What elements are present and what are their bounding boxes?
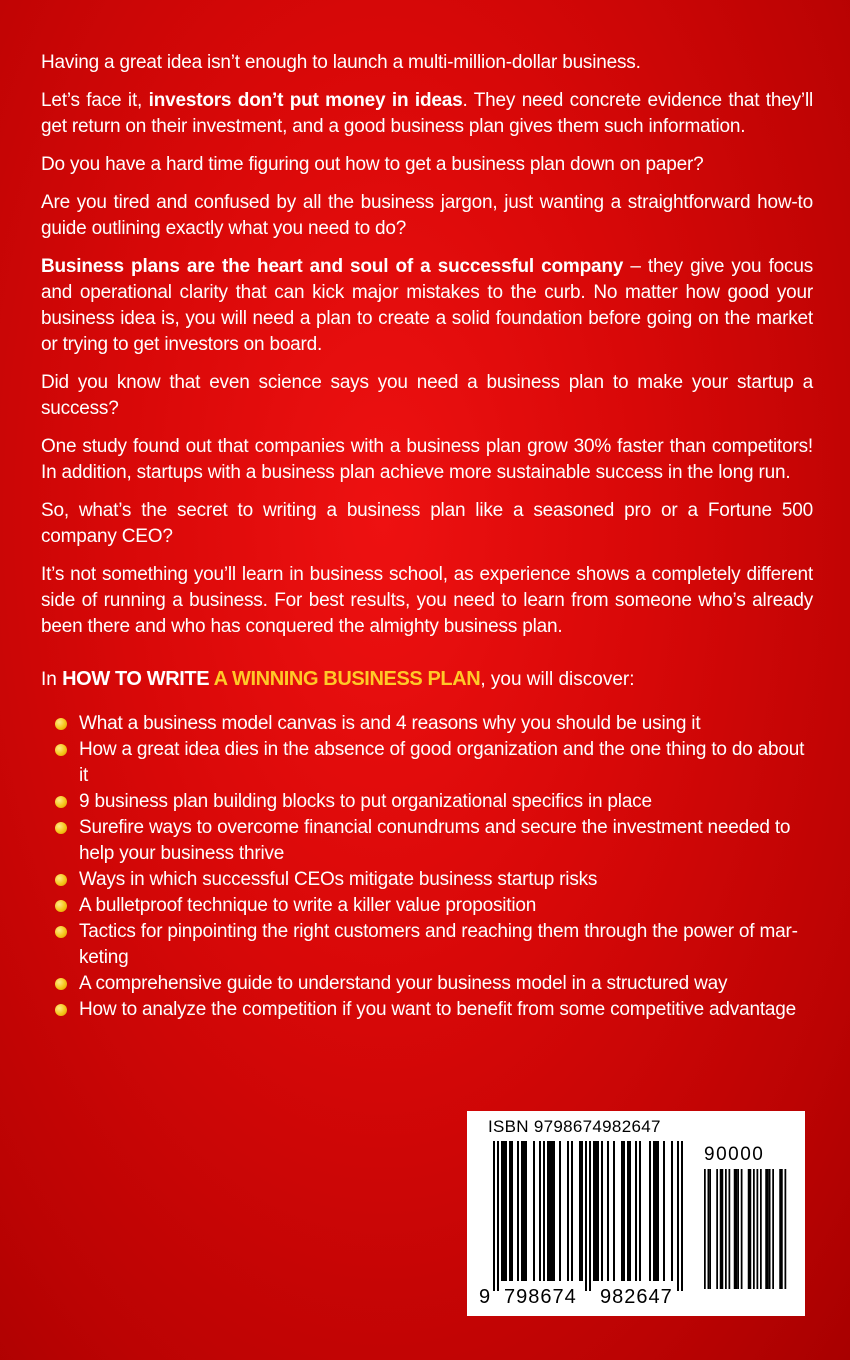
- barcode-bar: [517, 1141, 519, 1281]
- barcode-first-digit: 9: [479, 1286, 492, 1308]
- barcode-bar: [559, 1141, 561, 1281]
- addon-bar: [750, 1169, 752, 1289]
- barcode-bar: [585, 1141, 587, 1291]
- barcode-bar: [671, 1141, 673, 1281]
- bullet-dot-icon: [55, 822, 67, 834]
- barcode-bar: [627, 1141, 629, 1281]
- addon-bar: [748, 1169, 750, 1289]
- barcode-bar: [635, 1141, 637, 1281]
- addon-bar: [709, 1169, 711, 1289]
- barcode-bar: [567, 1141, 569, 1281]
- barcode-bar: [581, 1141, 583, 1281]
- addon-bar: [757, 1169, 759, 1289]
- paragraph: [41, 434, 813, 486]
- back-cover-text: [41, 50, 813, 1023]
- barcode-bar: [657, 1141, 659, 1281]
- addon-bar: [722, 1169, 724, 1289]
- paragraph: [41, 254, 813, 358]
- paragraph: [41, 152, 813, 178]
- barcode-bar: [533, 1141, 535, 1281]
- barcode-bar: [511, 1141, 513, 1281]
- intro-prefix: In: [41, 669, 63, 690]
- addon-bar: [765, 1169, 767, 1289]
- bullet-dot-icon: [55, 796, 67, 808]
- bullet-dot-icon: [55, 978, 67, 990]
- discover-intro: [41, 666, 813, 693]
- paragraph-text: . They need concrete evidence that they’ll get return on their investment, and a good business plan gives them such information.: [41, 90, 813, 137]
- barcode-bar: [539, 1141, 541, 1281]
- barcode-bar: [607, 1141, 609, 1281]
- barcode-bar: [623, 1141, 625, 1281]
- barcode-bar: [505, 1141, 507, 1281]
- paragraph: [41, 190, 813, 242]
- barcode-bar: [639, 1141, 641, 1281]
- discover-list: [41, 711, 813, 1023]
- addon-bar: [734, 1169, 736, 1289]
- description-paragraphs: [41, 50, 813, 640]
- addon-bar: [720, 1169, 722, 1289]
- list-item: A bulletproof technique to write a killer value proposition: [41, 893, 813, 919]
- barcode-bar: [551, 1141, 553, 1281]
- paragraph-text: Did you know that even science says you need a business plan to make your startup a success?: [41, 372, 813, 419]
- barcode-bar: [655, 1141, 657, 1281]
- barcode-bar: [523, 1141, 525, 1281]
- barcode-bar: [497, 1141, 499, 1291]
- addon-bar: [725, 1169, 727, 1289]
- addon-bar: [736, 1169, 738, 1289]
- addon-bar: [772, 1169, 774, 1289]
- paragraph-text: Having a great idea isn’t enough to launch a multi-million-dollar business.: [41, 52, 641, 73]
- list-item: A comprehensive guide to understand your business model in a structured way: [41, 971, 813, 997]
- paragraph-emphasis: Business plans are the heart and soul of a successful company: [41, 256, 624, 277]
- barcode-bar: [621, 1141, 623, 1281]
- barcode-left-digits: 798674: [504, 1286, 577, 1308]
- barcode-bar: [589, 1141, 591, 1291]
- barcode-bar: [663, 1141, 665, 1281]
- barcode-right-digits: 982647: [600, 1286, 673, 1308]
- barcode-bar: [521, 1141, 523, 1281]
- isbn-barcode-box: [467, 1111, 805, 1316]
- barcode-bar: [509, 1141, 511, 1281]
- barcode-bar: [571, 1141, 573, 1281]
- addon-bar: [769, 1169, 771, 1289]
- paragraph-text: Do you have a hard time figuring out how to get a business plan down on paper?: [41, 154, 704, 175]
- isbn-label: ISBN 9798674982647: [488, 1117, 661, 1136]
- addon-barcode: [704, 1169, 789, 1289]
- barcode-bar: [543, 1141, 545, 1281]
- paragraph: [41, 498, 813, 550]
- paragraph-text: – they give you focus and operational clarity that can kick major mistakes to the curb. No matter how good your business idea is, you will need a plan to create a solid foundation before going on the market or trying to get investors on board.: [41, 256, 814, 355]
- bullet-dot-icon: [55, 1004, 67, 1016]
- book-title-part2: A WINNING BUSINESS PLAN: [209, 668, 481, 690]
- barcode-bar: [629, 1141, 631, 1281]
- addon-bar: [704, 1169, 706, 1289]
- barcode-bar: [547, 1141, 549, 1281]
- barcode-bar: [601, 1141, 603, 1281]
- barcode-bar: [493, 1141, 495, 1291]
- addon-bar: [779, 1169, 781, 1289]
- list-item: Ways in which successful CEOs mitigate business startup risks: [41, 867, 813, 893]
- paragraph: [41, 50, 813, 76]
- paragraph: [41, 88, 813, 140]
- list-item: How a great idea dies in the absence of good organization and the one thing to do about it: [41, 737, 813, 789]
- paragraph: [41, 562, 813, 640]
- bullet-dot-icon: [55, 874, 67, 886]
- barcode-bar: [677, 1141, 679, 1291]
- bullet-dot-icon: [55, 926, 67, 938]
- barcode-bar: [595, 1141, 597, 1281]
- paragraph-text: So, what’s the secret to writing a business plan like a seasoned pro or a Fortune 500 company CEO?: [41, 500, 813, 547]
- barcode-bar: [593, 1141, 595, 1281]
- barcode-bar: [579, 1141, 581, 1281]
- barcode-bar: [525, 1141, 527, 1281]
- addon-bar: [741, 1169, 743, 1289]
- addon-bar: [708, 1169, 710, 1289]
- barcode-bar: [653, 1141, 655, 1281]
- paragraph: [41, 370, 813, 422]
- list-item: 9 business plan building blocks to put organizational specifics in place: [41, 789, 813, 815]
- paragraph-emphasis: investors don’t put money in ideas: [148, 90, 463, 111]
- book-title-part1: HOW TO WRITE: [62, 668, 210, 690]
- paragraph-text: Let’s face it,: [41, 90, 149, 111]
- barcode-bar: [501, 1141, 503, 1281]
- paragraph-text: One study found out that companies with a business plan grow 30% faster than competitors! In addition, startups with a business plan achieve more sustainable success in the long run.: [41, 436, 813, 483]
- addon-bar: [767, 1169, 769, 1289]
- addon-bar: [781, 1169, 783, 1289]
- barcode-bar: [597, 1141, 599, 1281]
- barcode-bar: [613, 1141, 615, 1281]
- ean13-barcode: [479, 1141, 689, 1291]
- barcode-bar: [503, 1141, 505, 1281]
- barcode-bar: [681, 1141, 683, 1291]
- bullet-dot-icon: [55, 718, 67, 730]
- barcode-bar: [549, 1141, 551, 1281]
- bullet-dot-icon: [55, 744, 67, 756]
- addon-bar: [760, 1169, 762, 1289]
- addon-bar: [737, 1169, 739, 1289]
- addon-bar: [753, 1169, 755, 1289]
- list-item: Tactics for pinpointing the right customers and reaching them through the power of mar-keting: [41, 919, 813, 971]
- list-item: Surefire ways to overcome financial conundrums and secure the investment needed to help your business thrive: [41, 815, 813, 867]
- list-item: How to analyze the competition if you want to benefit from some competitive advantage: [41, 997, 813, 1023]
- price-code: 90000: [704, 1144, 765, 1165]
- paragraph-text: It’s not something you’ll learn in business school, as experience shows a completely different side of running a business. For best results, you need to learn from someone who’s already been there and who has conquered the almighty business plan.: [41, 564, 813, 637]
- list-item: What a business model canvas is and 4 reasons why you should be using it: [41, 711, 813, 737]
- addon-bar: [785, 1169, 787, 1289]
- barcode-bar: [553, 1141, 555, 1281]
- addon-bar: [729, 1169, 731, 1289]
- intro-suffix: , you will discover:: [480, 669, 635, 690]
- bullet-dot-icon: [55, 900, 67, 912]
- addon-bar: [716, 1169, 718, 1289]
- paragraph-text: Are you tired and confused by all the business jargon, just wanting a straightforward how-to guide outlining exactly what you need to do?: [41, 192, 813, 239]
- barcode-bar: [649, 1141, 651, 1281]
